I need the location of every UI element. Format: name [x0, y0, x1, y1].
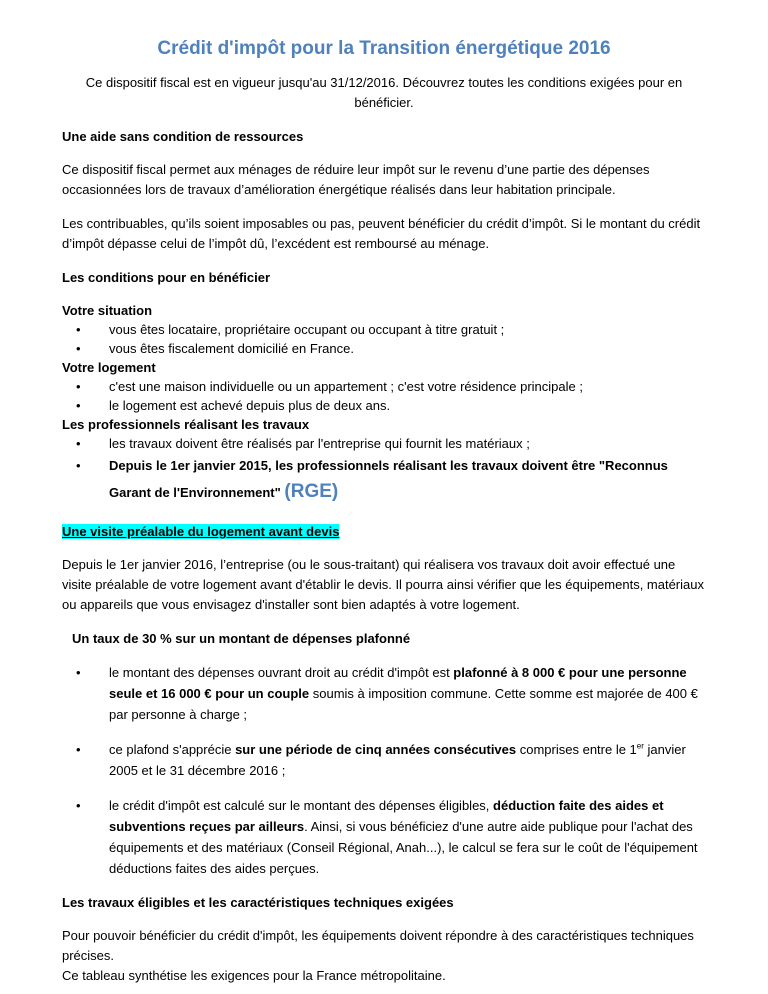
subheading-logement: Votre logement	[62, 360, 156, 375]
highlighted-heading: Une visite préalable du logement avant devis	[62, 524, 340, 539]
logement-list	[62, 377, 706, 415]
bold-text: déduction faite des aides et subventions reçues par ailleurs	[109, 798, 664, 834]
text: le montant des dépenses ouvrant droit au crédit d'impôt est	[109, 665, 454, 680]
list-item: • les travaux doivent être réalisés par l'entreprise qui fournit les matériaux ;	[62, 434, 706, 453]
list-item	[62, 795, 706, 879]
paragraph: Les contribuables, qu’ils soient imposables ou pas, peuvent bénéficier du crédit d’impôt. Si le montant du crédit d’impôt dépasse celui de l’impôt dû, l’excédent est remboursé au ménage.	[62, 216, 701, 251]
rge-requirement: Depuis le 1er janvier 2015, les professionnels réalisant les travaux doivent être "Reconnus Garant de l'Environnement"	[109, 458, 668, 500]
pros-list	[62, 434, 706, 506]
list-item	[62, 739, 706, 781]
section-heading-conditions: Les conditions pour en bénéficier	[62, 270, 271, 285]
page-title: Crédit d'impôt pour la Transition énergétique 2016	[157, 38, 611, 59]
bold-text: sur une période de cinq années consécutives	[235, 742, 517, 757]
section-heading-taux: Un taux de 30 % sur un montant de dépenses plafonné	[72, 631, 411, 646]
text: comprises entre le 1	[516, 742, 637, 757]
subheading-situation: Votre situation	[62, 303, 153, 318]
section-heading-ressources: Une aide sans condition de ressources	[62, 129, 304, 144]
paragraph: Ce dispositif fiscal permet aux ménages de réduire leur impôt sur le revenu d’une partie des dépenses occasionnées lors de travaux d’amélioration énergétique réalisés dans leur habitation principale.	[62, 162, 650, 197]
text: janvier 2005 et le 31 décembre 2016 ;	[109, 742, 686, 778]
superscript: er	[636, 741, 644, 751]
list-item: • le logement est achevé depuis plus de deux ans.	[62, 396, 706, 415]
paragraph: Depuis le 1er janvier 2016, l’entreprise (ou le sous-traitant) qui réalisera vos travaux doit avoir effectué une visite préalable de votre logement avant d'établir le devis. Il pourra ainsi vérifier que les équipements, matériaux ou appareils que vous envisagez d'installer sont bien adaptés à votre logement.	[62, 557, 704, 612]
text: . Ainsi, si vous bénéficiez d'une autre aide publique pour l'achat des équipements et des matériaux (Conseil Régional, Anah...), le calcul se fera sur le coût de l'équipement déductions faites des aides perçues.	[109, 819, 698, 876]
subheading-professionnels: Les professionnels réalisant les travaux	[62, 417, 310, 432]
text: soumis à imposition commune. Cette somme est majorée de 400 € par personne à charge ;	[109, 686, 698, 722]
paragraph: Pour pouvoir bénéficier du crédit d'impôt, les équipements doivent répondre à des caractéristiques techniques précises.	[62, 928, 694, 963]
taux-list	[62, 662, 706, 879]
section-heading-travaux: Les travaux éligibles et les caractéristiques techniques exigées	[62, 895, 454, 910]
rge-label: (RGE)	[284, 481, 339, 502]
situation-list	[62, 320, 706, 358]
bold-text: plafonné à 8 000 € pour une personne seule et 16 000 € pour un couple	[109, 665, 687, 701]
list-item: • c'est une maison individuelle ou un appartement ; c'est votre résidence principale ;	[62, 377, 706, 396]
intro-text: Ce dispositif fiscal est en vigueur jusqu'au 31/12/2016. Découvrez toutes les conditions exigées pour en bénéficier.	[85, 75, 683, 110]
text: ce plafond s'apprécie	[109, 742, 236, 757]
text: le crédit d'impôt est calculé sur le montant des dépenses éligibles,	[109, 798, 494, 813]
paragraph: Ce tableau synthétise les exigences pour la France métropolitaine.	[62, 968, 446, 983]
list-item	[62, 662, 706, 725]
section-heading-visite	[62, 522, 706, 541]
list-item	[62, 453, 706, 506]
list-item: • vous êtes fiscalement domicilié en France.	[62, 339, 706, 358]
list-item: • vous êtes locataire, propriétaire occupant ou occupant à titre gratuit ;	[62, 320, 706, 339]
